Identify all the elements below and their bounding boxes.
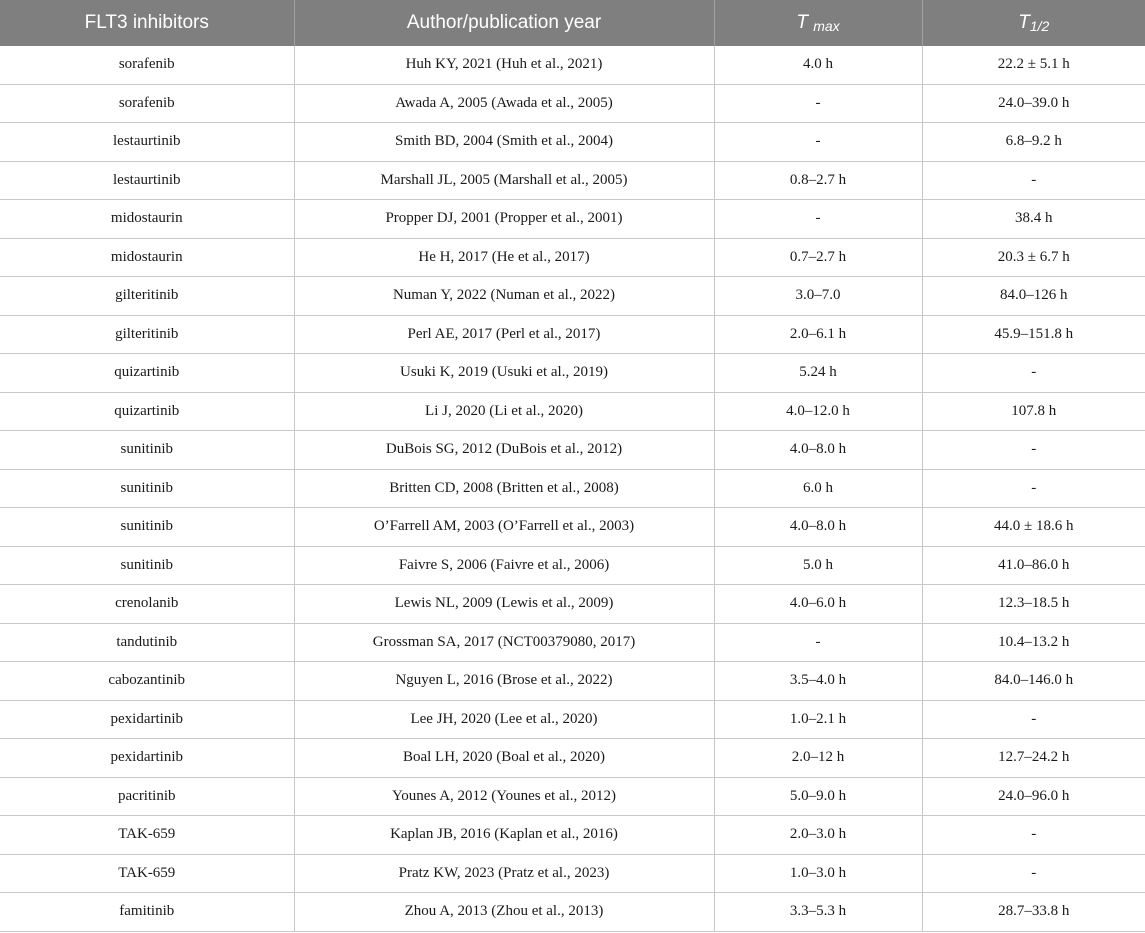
table-row <box>0 123 1145 162</box>
cell-thalf: 24.0–96.0 h <box>922 777 1145 816</box>
table-row <box>0 46 1145 84</box>
cell-author: Usuki K, 2019 (Usuki et al., 2019) <box>294 354 714 393</box>
table-row <box>0 854 1145 893</box>
cell-thalf: 44.0 ± 18.6 h <box>922 508 1145 547</box>
header-thalf <box>922 0 1145 46</box>
cell-author: Grossman SA, 2017 (NCT00379080, 2017) <box>294 623 714 662</box>
header-tmax-main: T <box>796 12 808 33</box>
table-row <box>0 392 1145 431</box>
cell-inhibitor: quizartinib <box>0 354 294 393</box>
cell-inhibitor: sunitinib <box>0 469 294 508</box>
table-row <box>0 161 1145 200</box>
table-row <box>0 431 1145 470</box>
cell-inhibitor: gilteritinib <box>0 277 294 316</box>
cell-inhibitor: crenolanib <box>0 585 294 624</box>
table-row <box>0 238 1145 277</box>
cell-author: Pratz KW, 2023 (Pratz et al., 2023) <box>294 854 714 893</box>
cell-thalf: 12.3–18.5 h <box>922 585 1145 624</box>
table-row <box>0 84 1145 123</box>
cell-author: Faivre S, 2006 (Faivre et al., 2006) <box>294 546 714 585</box>
cell-thalf: - <box>922 816 1145 855</box>
cell-inhibitor: sorafenib <box>0 46 294 84</box>
cell-thalf: - <box>922 431 1145 470</box>
cell-thalf: 24.0–39.0 h <box>922 84 1145 123</box>
table-row <box>0 508 1145 547</box>
cell-inhibitor: pacritinib <box>0 777 294 816</box>
cell-tmax: 3.0–7.0 <box>714 277 922 316</box>
table-row <box>0 585 1145 624</box>
table-row <box>0 469 1145 508</box>
cell-tmax: 4.0–8.0 h <box>714 508 922 547</box>
cell-thalf: 84.0–146.0 h <box>922 662 1145 701</box>
header-tmax-sub: max <box>813 18 840 34</box>
table-row <box>0 354 1145 393</box>
cell-thalf: 28.7–33.8 h <box>922 893 1145 932</box>
cell-thalf: 12.7–24.2 h <box>922 739 1145 778</box>
cell-inhibitor: gilteritinib <box>0 315 294 354</box>
cell-thalf: 107.8 h <box>922 392 1145 431</box>
cell-tmax: 3.5–4.0 h <box>714 662 922 701</box>
cell-author: Marshall JL, 2005 (Marshall et al., 2005) <box>294 161 714 200</box>
cell-thalf: 6.8–9.2 h <box>922 123 1145 162</box>
cell-inhibitor: sorafenib <box>0 84 294 123</box>
header-thalf-sub: 1/2 <box>1029 18 1050 34</box>
cell-author: Younes A, 2012 (Younes et al., 2012) <box>294 777 714 816</box>
cell-tmax: 5.0–9.0 h <box>714 777 922 816</box>
cell-author: Perl AE, 2017 (Perl et al., 2017) <box>294 315 714 354</box>
cell-author: DuBois SG, 2012 (DuBois et al., 2012) <box>294 431 714 470</box>
cell-author: He H, 2017 (He et al., 2017) <box>294 238 714 277</box>
cell-tmax: 2.0–3.0 h <box>714 816 922 855</box>
cell-inhibitor: pexidartinib <box>0 700 294 739</box>
table-header <box>0 0 1145 46</box>
cell-tmax: 3.3–5.3 h <box>714 893 922 932</box>
cell-tmax: 4.0–8.0 h <box>714 431 922 470</box>
cell-author: Kaplan JB, 2016 (Kaplan et al., 2016) <box>294 816 714 855</box>
cell-author: O’Farrell AM, 2003 (O’Farrell et al., 2003) <box>294 508 714 547</box>
cell-tmax: 5.24 h <box>714 354 922 393</box>
cell-thalf: 84.0–126 h <box>922 277 1145 316</box>
cell-inhibitor: sunitinib <box>0 546 294 585</box>
cell-tmax: 6.0 h <box>714 469 922 508</box>
table-row <box>0 662 1145 701</box>
cell-thalf: 22.2 ± 5.1 h <box>922 46 1145 84</box>
cell-tmax: - <box>714 123 922 162</box>
cell-inhibitor: midostaurin <box>0 200 294 239</box>
header-thalf-main: T <box>1018 12 1030 33</box>
table-row <box>0 623 1145 662</box>
cell-thalf: 10.4–13.2 h <box>922 623 1145 662</box>
cell-author: Awada A, 2005 (Awada et al., 2005) <box>294 84 714 123</box>
cell-tmax: 1.0–2.1 h <box>714 700 922 739</box>
cell-inhibitor: TAK-659 <box>0 854 294 893</box>
cell-thalf: - <box>922 161 1145 200</box>
cell-tmax: 4.0 h <box>714 46 922 84</box>
cell-inhibitor: quizartinib <box>0 392 294 431</box>
header-row <box>0 0 1145 46</box>
cell-tmax: 4.0–12.0 h <box>714 392 922 431</box>
cell-inhibitor: tandutinib <box>0 623 294 662</box>
table-row <box>0 700 1145 739</box>
cell-author: Lee JH, 2020 (Lee et al., 2020) <box>294 700 714 739</box>
cell-author: Numan Y, 2022 (Numan et al., 2022) <box>294 277 714 316</box>
cell-thalf: 20.3 ± 6.7 h <box>922 238 1145 277</box>
cell-author: Lewis NL, 2009 (Lewis et al., 2009) <box>294 585 714 624</box>
cell-author: Zhou A, 2013 (Zhou et al., 2013) <box>294 893 714 932</box>
table-row <box>0 816 1145 855</box>
cell-inhibitor: famitinib <box>0 893 294 932</box>
cell-tmax: 4.0–6.0 h <box>714 585 922 624</box>
cell-inhibitor: lestaurtinib <box>0 161 294 200</box>
cell-thalf: - <box>922 700 1145 739</box>
header-author: Author/publication year <box>294 0 714 46</box>
cell-thalf: 38.4 h <box>922 200 1145 239</box>
cell-tmax: 0.8–2.7 h <box>714 161 922 200</box>
header-tmax <box>714 0 922 46</box>
table-row <box>0 893 1145 932</box>
cell-thalf: - <box>922 854 1145 893</box>
cell-author: Li J, 2020 (Li et al., 2020) <box>294 392 714 431</box>
cell-inhibitor: cabozantinib <box>0 662 294 701</box>
cell-tmax: - <box>714 84 922 123</box>
cell-tmax: 2.0–12 h <box>714 739 922 778</box>
cell-author: Smith BD, 2004 (Smith et al., 2004) <box>294 123 714 162</box>
cell-tmax: 5.0 h <box>714 546 922 585</box>
table-row <box>0 277 1145 316</box>
cell-author: Nguyen L, 2016 (Brose et al., 2022) <box>294 662 714 701</box>
cell-thalf: - <box>922 354 1145 393</box>
cell-tmax: - <box>714 623 922 662</box>
cell-thalf: 41.0–86.0 h <box>922 546 1145 585</box>
header-inhibitor: FLT3 inhibitors <box>0 0 294 46</box>
cell-author: Boal LH, 2020 (Boal et al., 2020) <box>294 739 714 778</box>
cell-inhibitor: sunitinib <box>0 431 294 470</box>
cell-inhibitor: midostaurin <box>0 238 294 277</box>
table-row <box>0 777 1145 816</box>
cell-inhibitor: pexidartinib <box>0 739 294 778</box>
cell-tmax: 2.0–6.1 h <box>714 315 922 354</box>
cell-author: Propper DJ, 2001 (Propper et al., 2001) <box>294 200 714 239</box>
cell-inhibitor: lestaurtinib <box>0 123 294 162</box>
table-row <box>0 739 1145 778</box>
cell-thalf: 45.9–151.8 h <box>922 315 1145 354</box>
cell-thalf: - <box>922 469 1145 508</box>
table-row <box>0 546 1145 585</box>
table-body <box>0 46 1145 931</box>
cell-tmax: 1.0–3.0 h <box>714 854 922 893</box>
cell-author: Britten CD, 2008 (Britten et al., 2008) <box>294 469 714 508</box>
cell-inhibitor: TAK-659 <box>0 816 294 855</box>
table-row <box>0 315 1145 354</box>
table-row <box>0 200 1145 239</box>
cell-author: Huh KY, 2021 (Huh et al., 2021) <box>294 46 714 84</box>
cell-inhibitor: sunitinib <box>0 508 294 547</box>
cell-tmax: - <box>714 200 922 239</box>
cell-tmax: 0.7–2.7 h <box>714 238 922 277</box>
